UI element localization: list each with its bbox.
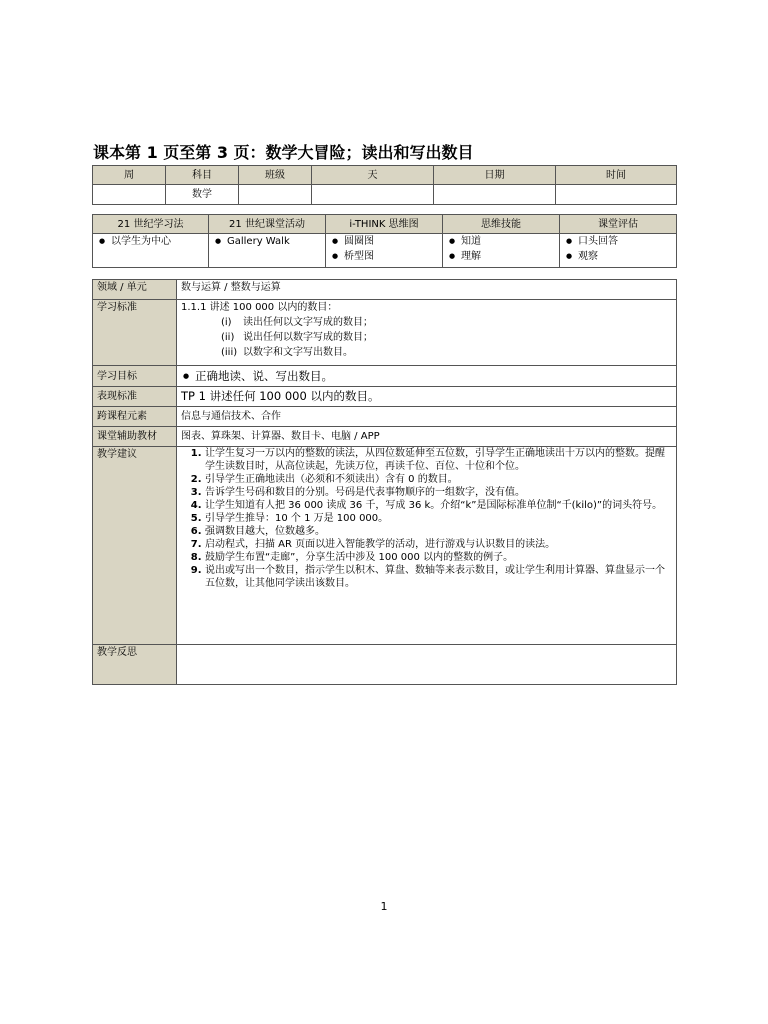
value-date [434,185,556,205]
learning-method-cell [93,234,209,268]
reflection-label: 教学反思 [93,645,177,685]
value-time [556,185,677,205]
suggestion-item: 4. 让学生知道有人把 36 000 读成 36 千，写成 36 k。介绍“k”是国际标准单位制“千(kilo)”的词头符号。 [205,499,672,512]
suggestion-item: 2. 引导学生正确地读出（必须和不须读出）含有 0 的数目。 [205,473,672,486]
header-learning-method: 21 世纪学习法 [93,215,209,234]
header-class-activity: 21 世纪课堂活动 [209,215,326,234]
thinking-skill-cell [443,234,560,268]
objective-cell [177,366,677,387]
list-item: ● 桥型图 [330,249,438,264]
suggestions-cell [177,447,677,645]
standard-label: 学习标准 [93,300,177,366]
teaching-aids-label: 课堂辅助教材 [93,427,177,447]
cross-curricular-label: 跨课程元素 [93,407,177,427]
lesson-details-table [92,279,677,685]
reflection-value [177,645,677,685]
value-day [312,185,434,205]
teaching-aids-value: 图表、算珠架、计算器、数目卡、电脑 / APP [177,427,677,447]
suggestion-item: 9. 说出或写出一个数目，指示学生以积木、算盘、数轴等来表示数目，或让学生利用计算器、算盘显示一个五位数，让其他同学读出该数目。 [205,564,672,590]
class-activity-cell [209,234,326,268]
header-date: 日期 [434,166,556,185]
header-thinking-skill: 思维技能 [443,215,560,234]
domain-label: 领域 / 单元 [93,280,177,300]
value-class [239,185,312,205]
suggestion-item: 7. 启动程式，扫描 AR 页面以进入智能教学的活动，进行游戏与认识数目的读法。 [205,538,672,551]
domain-value: 数与运算 / 整数与运算 [177,280,677,300]
suggestions-list [181,447,672,590]
suggestions-label: 教学建议 [93,447,177,645]
header-assessment: 课堂评估 [560,215,677,234]
cross-curricular-value: 信息与通信技术、合作 [177,407,677,427]
suggestion-item: 6. 强调数目越大，位数越多。 [205,525,672,538]
list-item: ● 观察 [564,249,672,264]
header-time: 时间 [556,166,677,185]
performance-value: TP 1 讲述任何 100 000 以内的数目。 [177,387,677,407]
header-ithink-map: i-THINK 思维图 [326,215,443,234]
header-subject: 科目 [166,166,239,185]
standard-main: 1.1.1 讲述 100 000 以内的数目： [181,302,338,313]
standard-value [177,300,677,366]
objective-label: 学习目标 [93,366,177,387]
header-class: 班级 [239,166,312,185]
assessment-cell [560,234,677,268]
header-day: 天 [312,166,434,185]
standard-sub-1: (i) 读出任何以文字写成的数目； [221,317,373,328]
objective-value: ● 正确地读、说、写出数目。 [181,369,672,384]
list-item: ● 理解 [447,249,555,264]
page-number: 1 [380,900,388,913]
suggestion-item: 5. 引导学生推导：10 个 1 万是 100 000。 [205,512,672,525]
skills-table [92,214,677,268]
list-item: ● 口头回答 [564,234,672,249]
performance-label: 表现标准 [93,387,177,407]
suggestion-item: 3. 告诉学生号码和数目的分别。号码是代表事物顺序的一组数字，没有值。 [205,486,672,499]
value-subject: 数学 [166,185,239,205]
header-week: 周 [93,166,166,185]
value-week [93,185,166,205]
standard-sub-2: (ii) 说出任何以数字写成的数目； [221,332,373,343]
page-title: 课本第 1 页至第 3 页：数学大冒险；读出和写出数目 [93,143,474,162]
list-item: ● 圆圈图 [330,234,438,249]
list-item: ● 知道 [447,234,555,249]
suggestion-item: 8. 鼓励学生布置“走廊”，分享生活中涉及 100 000 以内的整数的例子。 [205,551,672,564]
ithink-map-cell [326,234,443,268]
list-item: ● 以学生为中心 [97,234,204,249]
suggestion-item: 1. 让学生复习一万以内的整数的读法，从四位数延伸至五位数，引导学生正确地读出十万以内的整数。提醒学生读数目时，从高位读起，先读万位，再读千位、百位、十位和个位。 [205,447,672,473]
list-item: ● Gallery Walk [213,234,321,249]
standard-sub-3: (iii) 以数字和文字写出数目。 [221,347,353,358]
lesson-info-table [92,165,677,205]
